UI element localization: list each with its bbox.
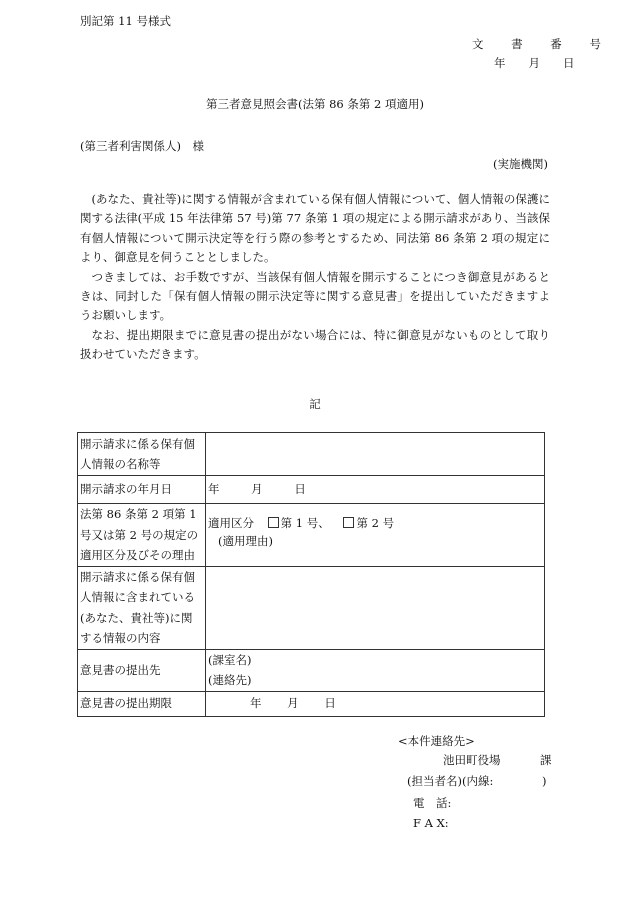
- date-year: 年: [208, 482, 220, 497]
- paragraph-3: なお、提出期限までに意見書の提出がない場合には、特に御意見がないものとして取り扱わせていただきます。: [80, 327, 550, 362]
- document-date: [494, 56, 575, 70]
- contact-ka: 課: [540, 753, 552, 767]
- page-title: 第三者意見照会書(法第 86 条第 2 項適用): [205, 97, 425, 111]
- date-month: 月: [287, 696, 299, 711]
- date-day: 日: [563, 56, 575, 70]
- table-row: [78, 476, 545, 504]
- ki-heading: 記: [309, 397, 321, 411]
- row-value: [206, 504, 545, 567]
- document-number-label: 文 書 番 号: [472, 37, 613, 51]
- contact-office: 池田町役場: [443, 753, 501, 767]
- table-row: [78, 649, 545, 691]
- row-value: [206, 649, 545, 691]
- addressee: (第三者利害関係人) 様: [80, 139, 204, 153]
- table-row: [78, 691, 545, 716]
- date-month: 月: [251, 482, 263, 497]
- row-label: 法第 86 条第 2 項第 1 号又は第 2 号の規定の適用区分及びその理由: [78, 504, 206, 567]
- date-month: 月: [528, 56, 540, 70]
- info-table: [77, 432, 545, 717]
- date-year: 年: [250, 696, 262, 711]
- row-label: 意見書の提出先: [78, 649, 206, 691]
- row-label: 開示請求の年月日: [78, 476, 206, 504]
- table-row: [78, 504, 545, 567]
- date-year: 年: [494, 56, 506, 70]
- option-no2: 第 2 号: [356, 516, 395, 530]
- contact-fax: F A X:: [413, 816, 449, 830]
- row-label: 意見書の提出期限: [78, 691, 206, 716]
- paragraph-1: (あなた、貴社等)に関する情報が含まれている保有個人情報について、個人情報の保護に関する法律(平成 15 年法律第 57 号)第 77 条第 1 項の規定による開示請求があり、当該保有個人情報について開示決定等を行う際の参考とするため、同法第 86 条第 2 項の規定により、御意見を伺うこととしました。: [80, 192, 550, 265]
- body-text: [80, 190, 550, 365]
- kubun-label: 適用区分: [208, 516, 254, 530]
- reason-label: (適用理由): [218, 534, 273, 548]
- contact-phone: 電 話:: [413, 796, 452, 810]
- checkbox-no2[interactable]: [343, 517, 354, 528]
- row-value: [206, 433, 545, 476]
- row-label: 開示請求に係る保有個人情報に含まれている(あなた、貴社等)に関する情報の内容: [78, 566, 206, 649]
- contact-heading: <本件連絡先>: [398, 734, 475, 748]
- checkbox-no1[interactable]: [268, 517, 279, 528]
- table-row: [78, 433, 545, 476]
- row-value: [206, 566, 545, 649]
- contact-close-paren: ): [542, 774, 547, 788]
- contact-label: (連絡先): [208, 673, 252, 687]
- contact-person: (担当者名)(内線:: [407, 774, 494, 788]
- option-no1: 第 1 号、: [280, 516, 330, 530]
- date-day: 日: [324, 696, 336, 711]
- row-value: [206, 476, 545, 504]
- form-id: 別記第 11 号様式: [80, 14, 171, 28]
- date-day: 日: [294, 482, 306, 497]
- dept-label: (課室名): [208, 652, 252, 667]
- table-row: [78, 566, 545, 649]
- row-value: [206, 691, 545, 716]
- row-label: 開示請求に係る保有個人情報の名称等: [78, 433, 206, 476]
- paragraph-2: つきましては、お手数ですが、当該保有個人情報を開示することにつき御意見があるときは、同封した「保有個人情報の開示決定等に関する意見書」を提出していただきますようお願いします。: [80, 269, 550, 323]
- implementing-agency: (実施機関): [493, 157, 548, 171]
